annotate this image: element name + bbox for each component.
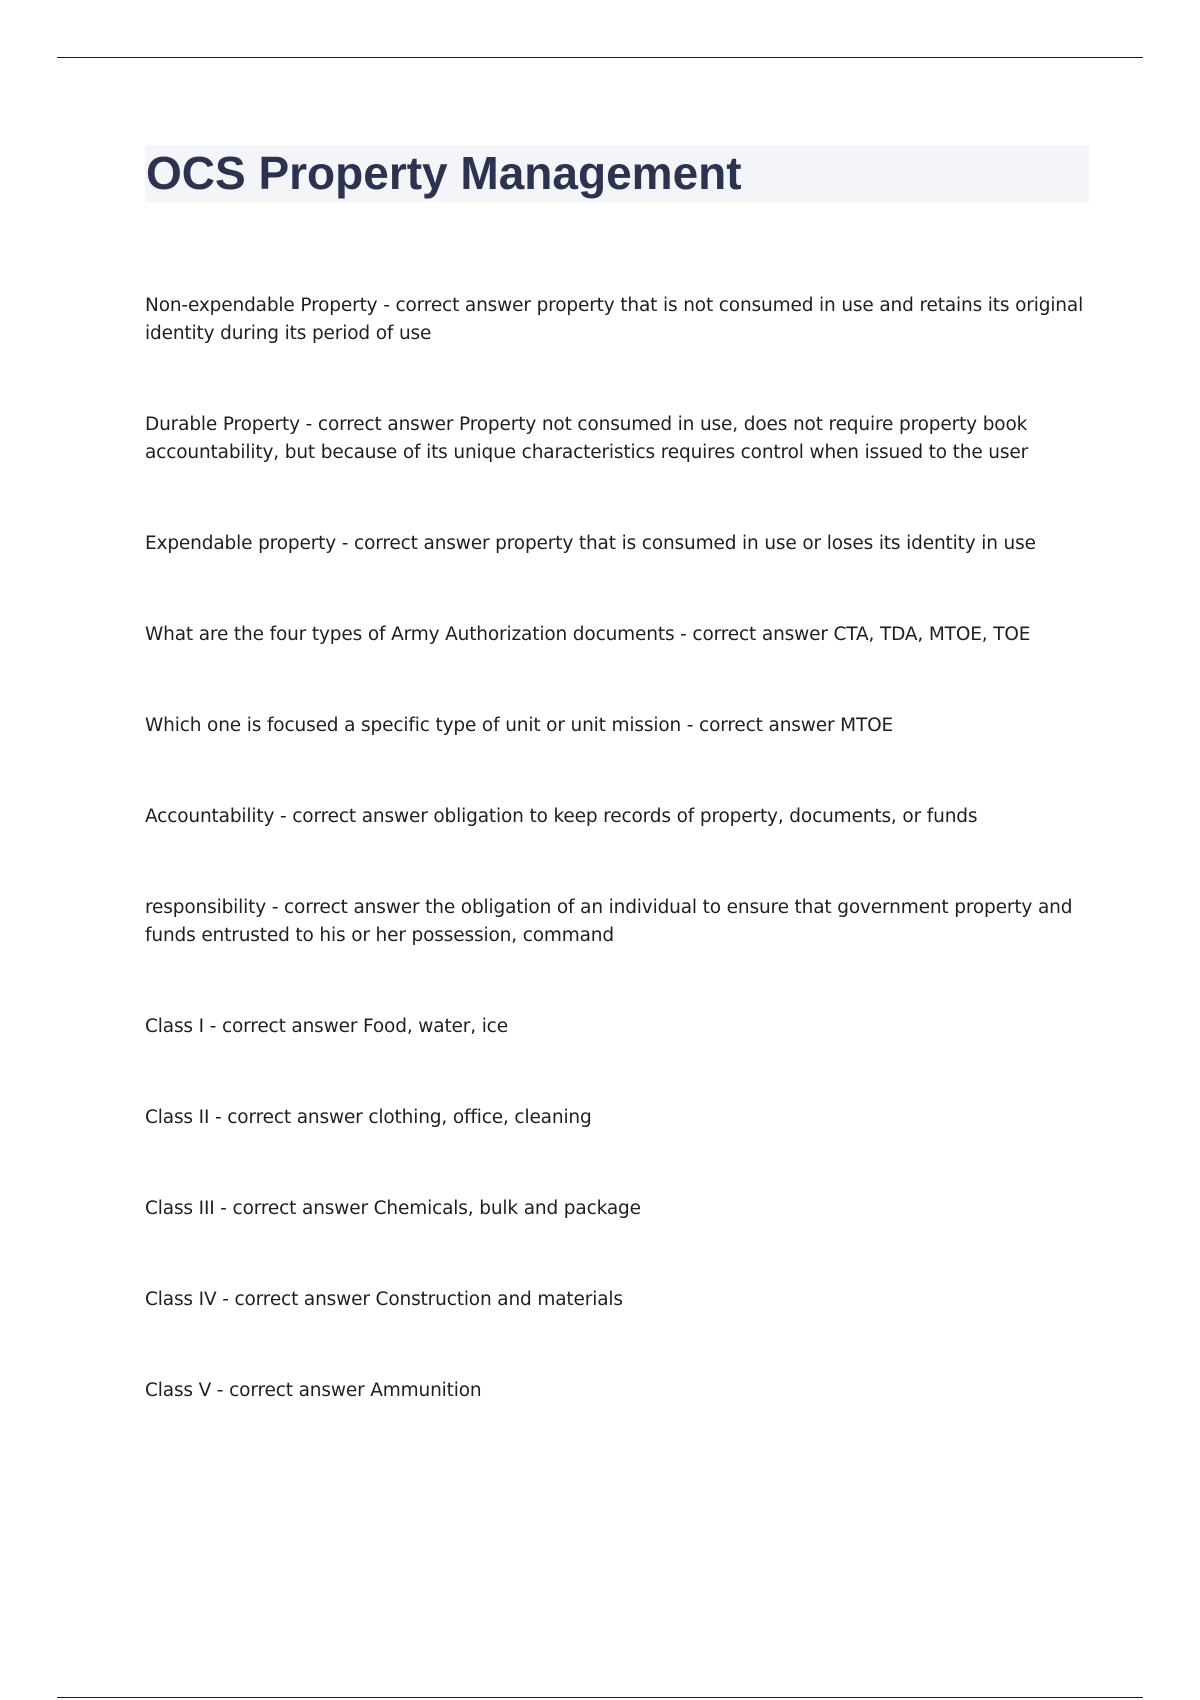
- qa-item: responsibility - correct answer the obligation of an individual to ensure that government property and funds entrusted to his or her possession, command: [145, 897, 1073, 946]
- top-rule: [57, 57, 1143, 58]
- qa-item: Class III - correct answer Chemicals, bulk and package: [145, 1198, 641, 1219]
- qa-item: Non-expendable Property - correct answer property that is not consumed in use and retains its original identity during its period of use: [145, 295, 1084, 344]
- bottom-rule: [57, 1697, 1143, 1698]
- qa-item: Durable Property - correct answer Property not consumed in use, does not require property book accountability, but because of its unique characteristics requires control when issued to the user: [145, 414, 1029, 463]
- page-title: OCS Property Management: [146, 147, 742, 199]
- qa-item: Which one is focused a specific type of unit or unit mission - correct answer MTOE: [145, 715, 894, 736]
- qa-item: What are the four types of Army Authorization documents - correct answer CTA, TDA, MTOE, TOE: [145, 624, 1031, 645]
- qa-list: [145, 292, 1085, 1468]
- qa-item: Class IV - correct answer Construction and materials: [145, 1289, 623, 1310]
- qa-item: Class I - correct answer Food, water, ice: [145, 1016, 508, 1037]
- qa-item: Accountability - correct answer obligation to keep records of property, documents, or funds: [145, 806, 978, 827]
- qa-item: Class V - correct answer Ammunition: [145, 1380, 482, 1401]
- qa-item: Expendable property - correct answer property that is consumed in use or loses its identity in use: [145, 533, 1036, 554]
- qa-item: Class II - correct answer clothing, office, cleaning: [145, 1107, 592, 1128]
